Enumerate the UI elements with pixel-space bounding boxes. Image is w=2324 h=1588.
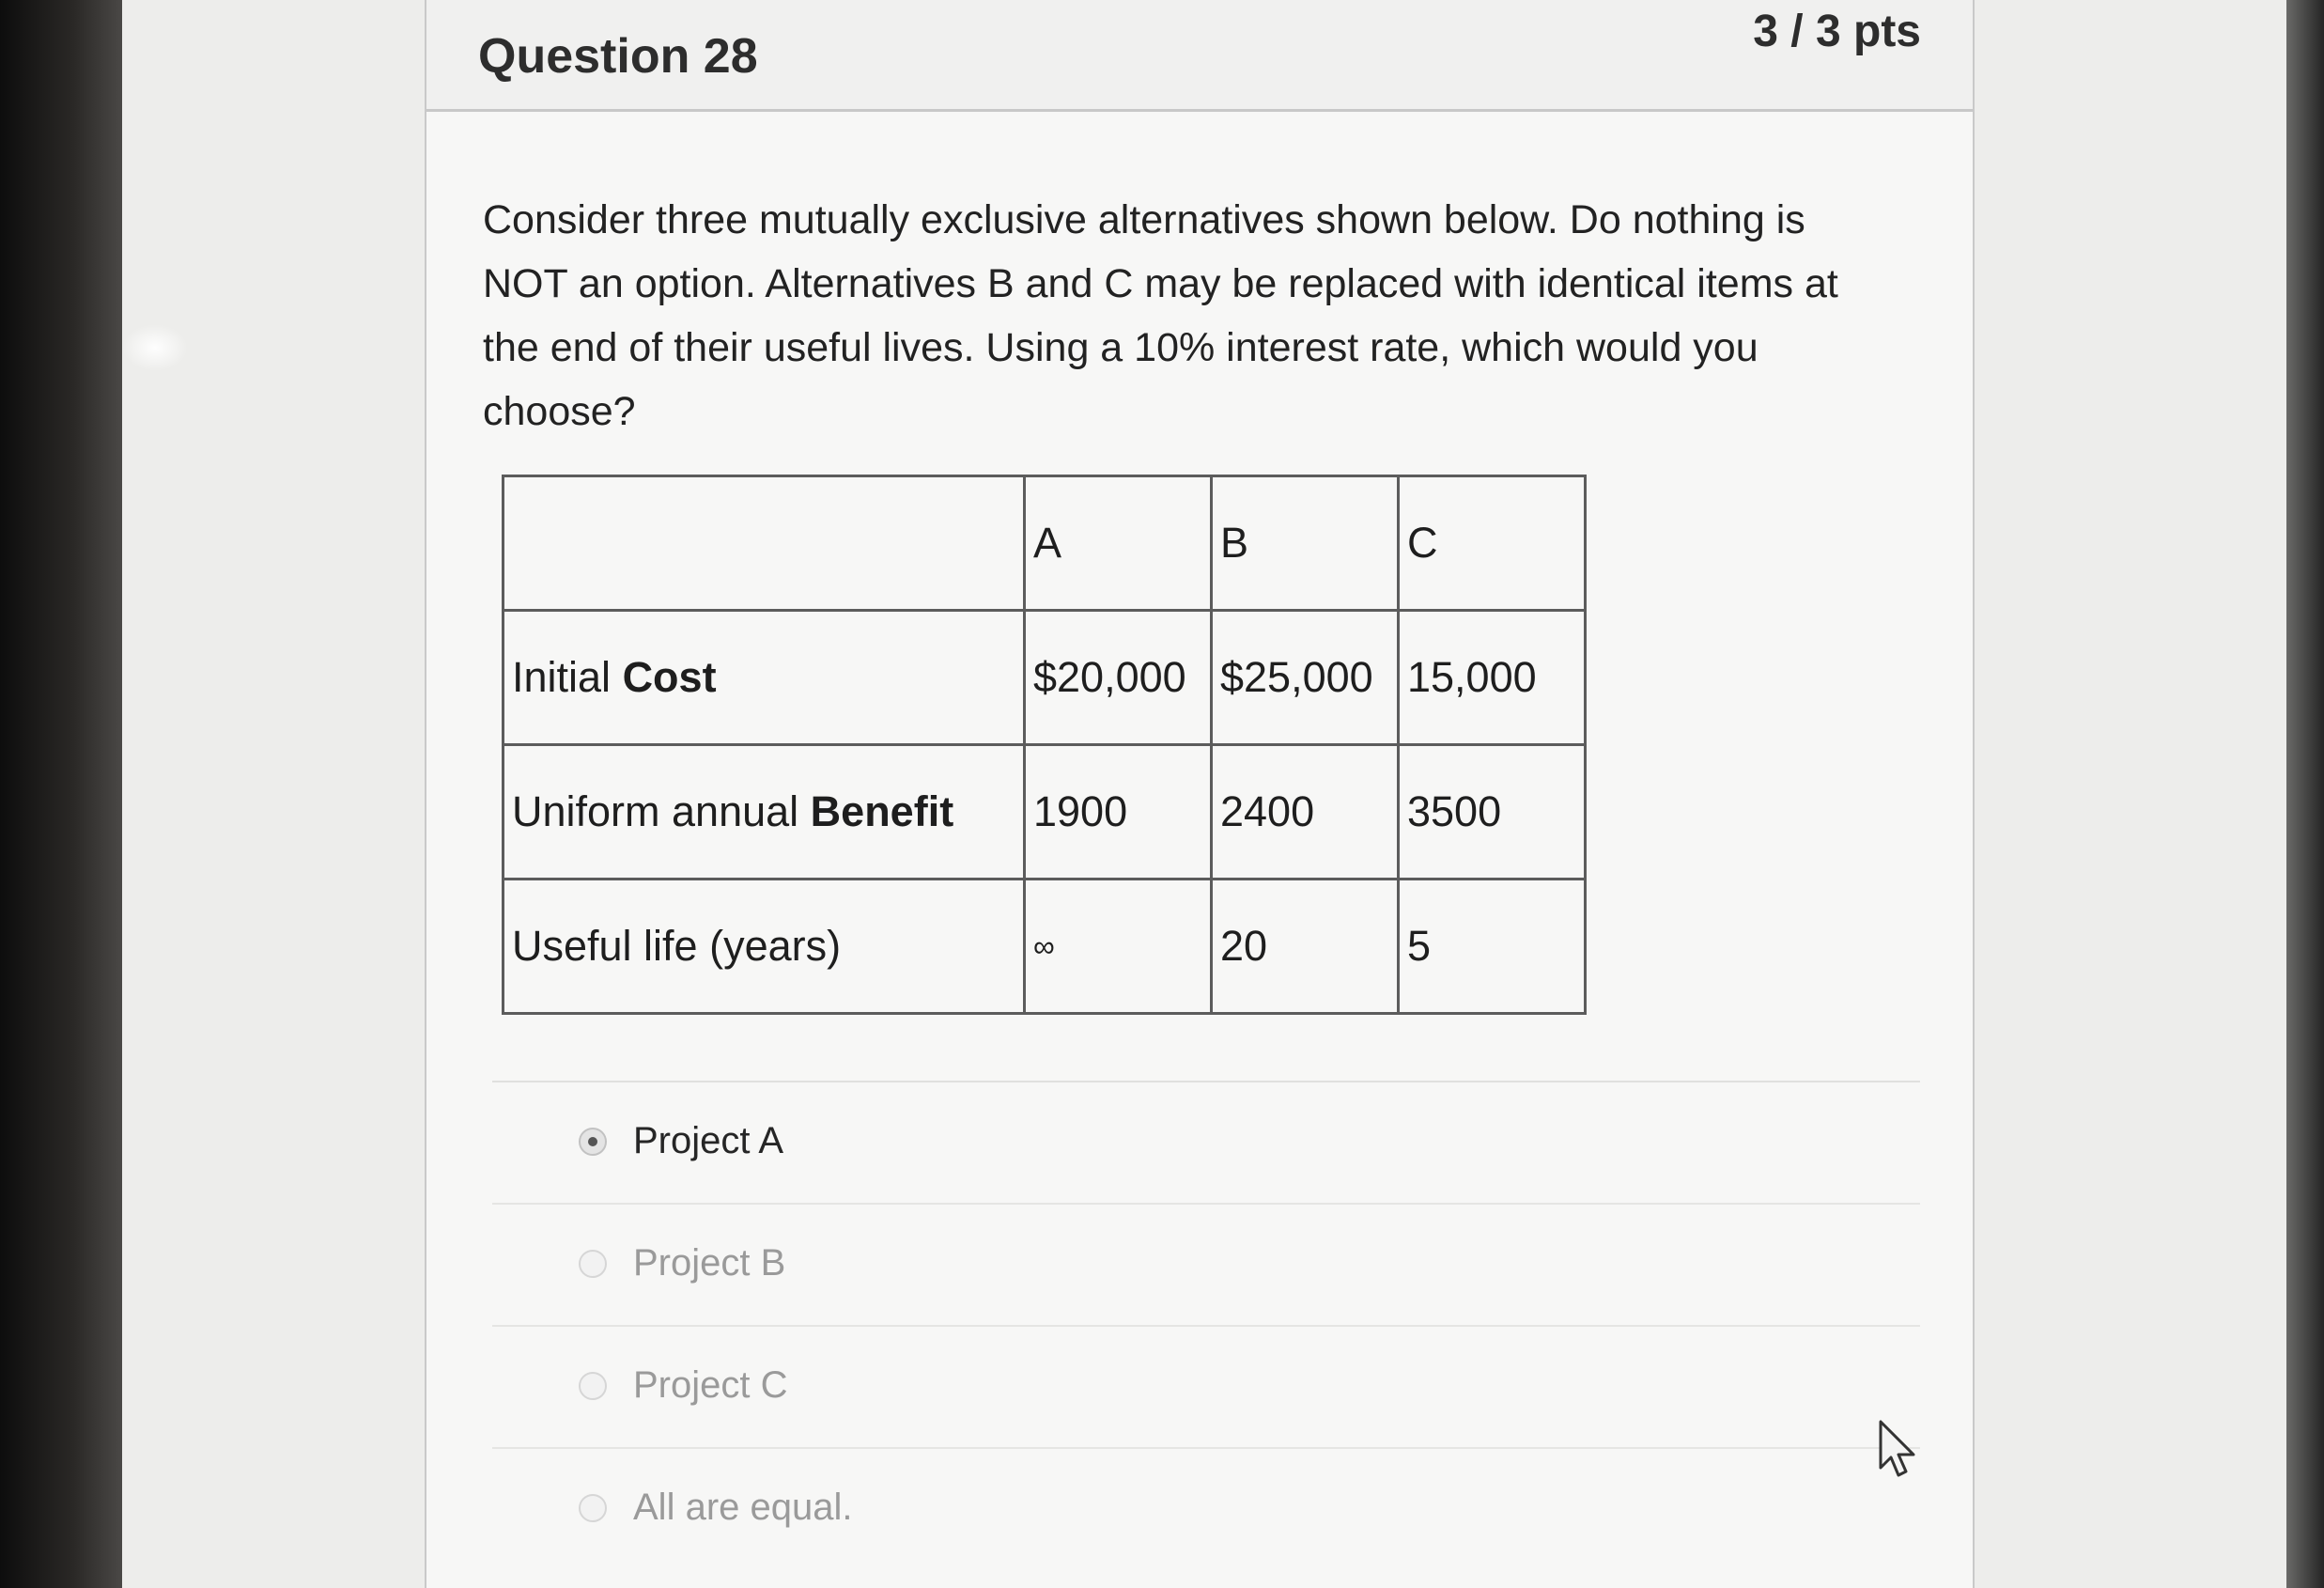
answer-list [492,1081,1920,1569]
row-label-plain: Uniform annual [512,787,811,835]
table-cell: 20 [1212,880,1399,1014]
answer-label: All are equal. [633,1487,853,1528]
answer-option-project-c[interactable] [492,1327,1920,1449]
answer-option-project-a[interactable] [492,1082,1920,1205]
question-title: Question 28 [478,29,758,84]
table-cell: $25,000 [1212,611,1399,745]
question-text: Consider three mutually exclusive alternatives shown below. Do nothing is NOT an option. Alternatives B and C may be replaced with identical items at the end of their useful lives. Using a 10% interest rate, which would you choose? [483,197,1838,434]
table-row-initial-cost [504,611,1586,745]
column-header-c: C [1399,476,1586,611]
row-label-initial-cost [504,611,1025,745]
monitor-bezel-left [0,0,122,1588]
table-cell: 2400 [1212,745,1399,880]
radio-button[interactable] [579,1494,607,1522]
question-card [425,0,1975,1588]
table-cell: 5 [1399,880,1586,1014]
row-label-bold: Cost [622,653,717,701]
radio-button[interactable] [579,1372,607,1400]
table-cell: ∞ [1025,880,1212,1014]
table-row-useful-life [504,880,1586,1014]
screen-glare [122,324,188,371]
monitor-bezel-right [2286,0,2324,1588]
answer-label: Project A [633,1120,784,1161]
question-points: 3 / 3 pts [1753,7,1921,56]
table-corner-cell [504,476,1025,611]
answer-label: Project C [633,1364,788,1406]
row-label-bold: Benefit [810,787,954,835]
row-label-useful-life [504,880,1025,1014]
table-cell: 3500 [1399,745,1586,880]
table-cell: 15,000 [1399,611,1586,745]
answer-option-all-equal[interactable] [492,1449,1920,1569]
row-label-annual-benefit [504,745,1025,880]
radio-button[interactable] [579,1250,607,1278]
alternatives-table [502,475,1587,1015]
row-label-plain: Initial [512,653,623,701]
question-header [426,0,1973,112]
row-label-plain: Useful life (years) [512,922,842,970]
table-row-annual-benefit [504,745,1586,880]
radio-button-selected[interactable] [579,1128,607,1156]
answer-option-project-b[interactable] [492,1205,1920,1327]
table-header-row [504,476,1586,611]
answer-label: Project B [633,1242,786,1284]
table-cell: 1900 [1025,745,1212,880]
mouse-pointer-icon [1878,1419,1919,1479]
column-header-b: B [1212,476,1399,611]
column-header-a: A [1025,476,1212,611]
table-cell: $20,000 [1025,611,1212,745]
